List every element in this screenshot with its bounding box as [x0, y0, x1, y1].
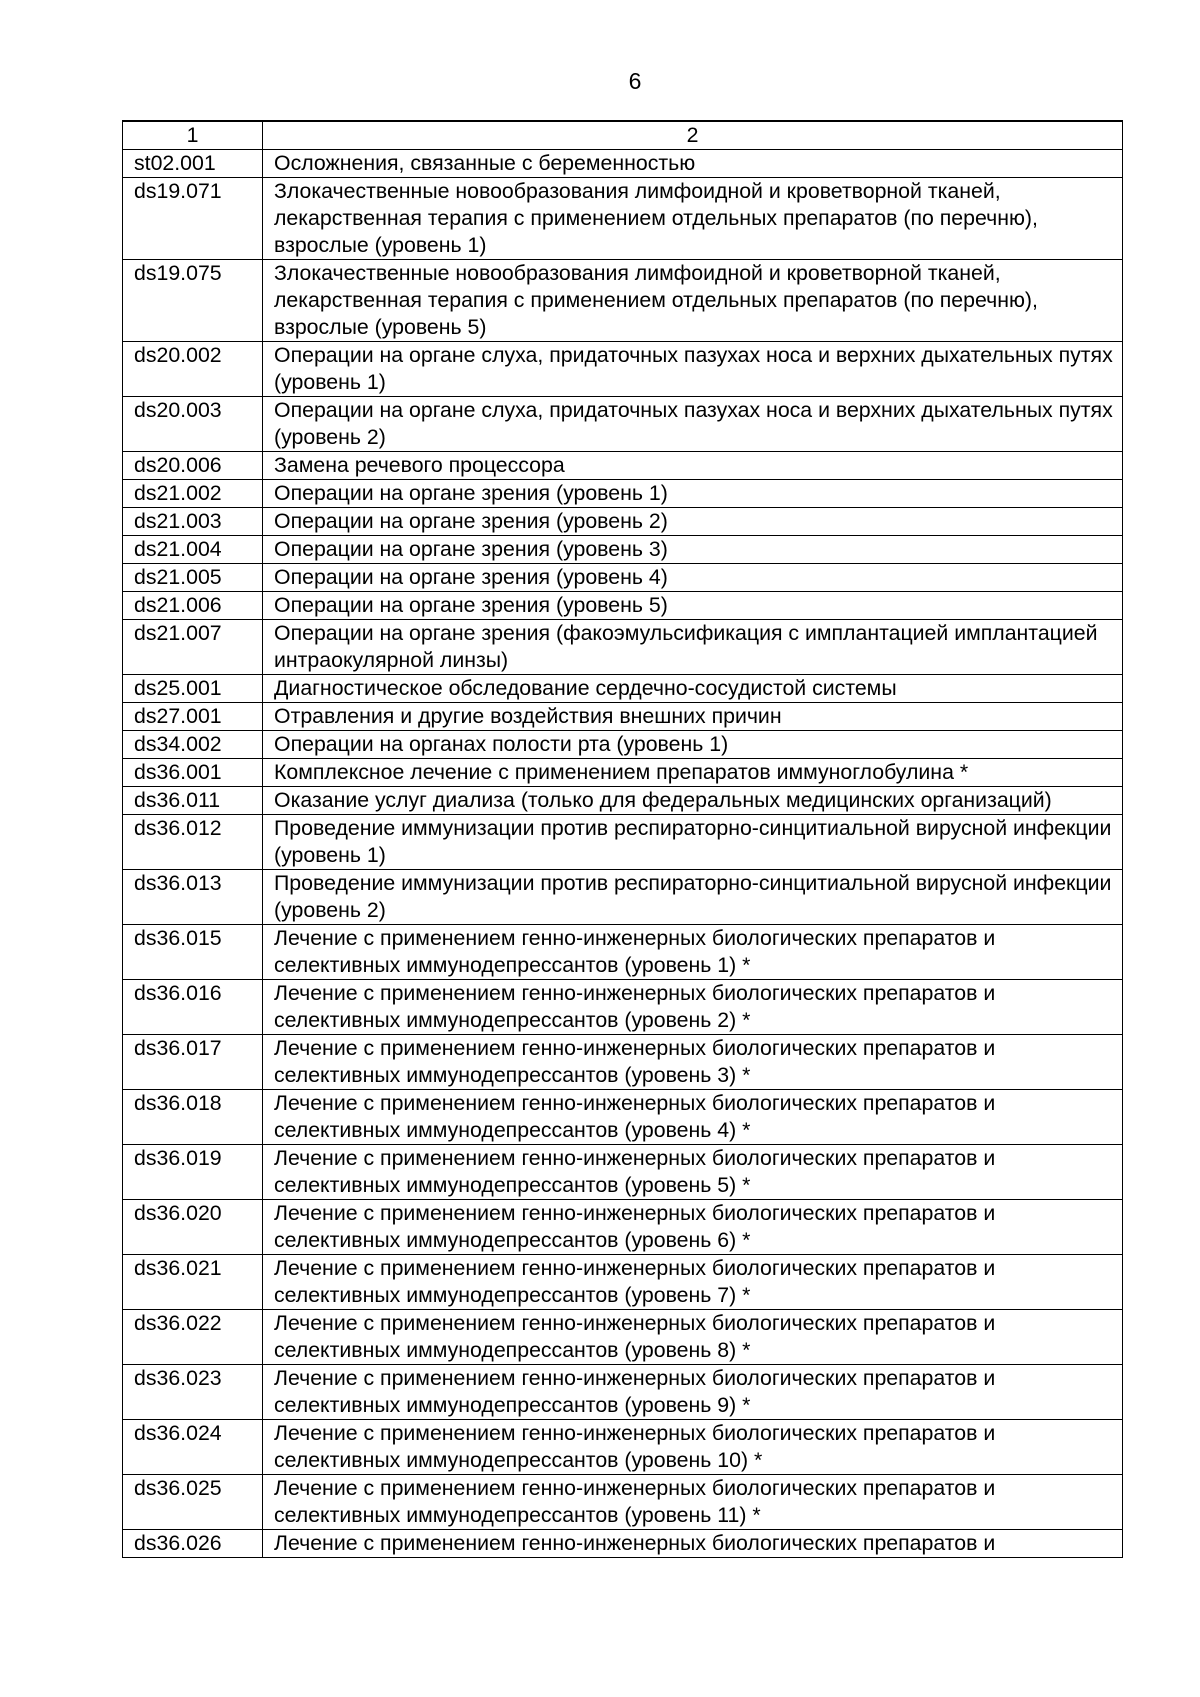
code-cell: ds36.026: [123, 1530, 263, 1558]
code-cell: ds36.025: [123, 1475, 263, 1530]
name-cell: Операции на органе слуха, придаточных пазухах носа и верхних дыхательных путях (уровень 2): [263, 397, 1123, 452]
header-row: [123, 121, 1123, 150]
kpg-table: [122, 120, 1123, 1558]
code-cell: ds36.011: [123, 787, 263, 815]
name-cell: Операции на органе зрения (уровень 4): [263, 564, 1123, 592]
table-row: [123, 1365, 1123, 1420]
name-cell: Операции на органе зрения (факоэмульсификация с имплантацией имплантацией интраокулярной линзы): [263, 620, 1123, 675]
code-cell: ds36.013: [123, 870, 263, 925]
name-cell: Операции на органе зрения (уровень 5): [263, 592, 1123, 620]
name-cell: Лечение с применением генно-инженерных биологических препаратов и селективных иммунодепрессантов (уровень 7) *: [263, 1255, 1123, 1310]
code-cell: ds36.020: [123, 1200, 263, 1255]
name-cell: Проведение иммунизации против респираторно-синцитиальной вирусной инфекции (уровень 2): [263, 870, 1123, 925]
table-row: [123, 1035, 1123, 1090]
code-cell: ds36.022: [123, 1310, 263, 1365]
table-row: [123, 1420, 1123, 1475]
code-cell: ds21.002: [123, 480, 263, 508]
name-cell: Диагностическое обследование сердечно-сосудистой системы: [263, 675, 1123, 703]
name-cell: Лечение с применением генно-инженерных биологических препаратов и селективных иммунодепрессантов (уровень 10) *: [263, 1420, 1123, 1475]
code-cell: ds36.015: [123, 925, 263, 980]
code-cell: ds36.018: [123, 1090, 263, 1145]
code-cell: ds36.023: [123, 1365, 263, 1420]
table-row: [123, 787, 1123, 815]
name-cell: Отравления и другие воздействия внешних причин: [263, 703, 1123, 731]
name-cell: Злокачественные новообразования лимфоидной и кроветворной тканей, лекарственная терапия с применением отдельных препаратов (по перечню), взрослые (уровень 5): [263, 260, 1123, 342]
name-cell: Операции на органе слуха, придаточных пазухах носа и верхних дыхательных путях (уровень 1): [263, 342, 1123, 397]
name-cell: Лечение с применением генно-инженерных биологических препаратов и селективных иммунодепрессантов (уровень 8) *: [263, 1310, 1123, 1365]
table-row: [123, 1475, 1123, 1530]
name-cell: Лечение с применением генно-инженерных биологических препаратов и селективных иммунодепрессантов (уровень 3) *: [263, 1035, 1123, 1090]
name-cell: Операции на органе зрения (уровень 2): [263, 508, 1123, 536]
code-cell: ds36.017: [123, 1035, 263, 1090]
table-row: [123, 870, 1123, 925]
code-cell: st02.001: [123, 150, 263, 178]
name-cell: Лечение с применением генно-инженерных биологических препаратов и селективных иммунодепрессантов (уровень 1) *: [263, 925, 1123, 980]
code-cell: ds34.002: [123, 731, 263, 759]
name-cell: Операции на органе зрения (уровень 1): [263, 480, 1123, 508]
code-cell: ds19.075: [123, 260, 263, 342]
table-row: [123, 1255, 1123, 1310]
code-cell: ds36.021: [123, 1255, 263, 1310]
code-cell: ds20.006: [123, 452, 263, 480]
table-row: [123, 1145, 1123, 1200]
table-row: [123, 452, 1123, 480]
code-cell: ds27.001: [123, 703, 263, 731]
name-cell: Лечение с применением генно-инженерных биологических препаратов и селективных иммунодепрессантов (уровень 11) *: [263, 1475, 1123, 1530]
table-row: [123, 731, 1123, 759]
table-row: [123, 508, 1123, 536]
table-row: [123, 1310, 1123, 1365]
code-cell: ds36.019: [123, 1145, 263, 1200]
table-row: [123, 675, 1123, 703]
name-cell: Проведение иммунизации против респираторно-синцитиальной вирусной инфекции (уровень 1): [263, 815, 1123, 870]
page-number: 6: [628, 68, 642, 94]
table-header: [123, 121, 1123, 150]
name-cell: Лечение с применением генно-инженерных биологических препаратов и селективных иммунодепрессантов (уровень 6) *: [263, 1200, 1123, 1255]
code-cell: ds36.024: [123, 1420, 263, 1475]
table-row: [123, 536, 1123, 564]
name-cell: Замена речевого процессора: [263, 452, 1123, 480]
table-row: [123, 342, 1123, 397]
code-cell: ds36.001: [123, 759, 263, 787]
name-cell: Лечение с применением генно-инженерных биологических препаратов и селективных иммунодепрессантов (уровень 5) *: [263, 1145, 1123, 1200]
code-cell: ds36.012: [123, 815, 263, 870]
code-cell: ds25.001: [123, 675, 263, 703]
table-row: [123, 592, 1123, 620]
table-row: [123, 1200, 1123, 1255]
code-cell: ds36.016: [123, 980, 263, 1035]
table-row: [123, 150, 1123, 178]
table-row: [123, 620, 1123, 675]
code-cell: ds19.071: [123, 178, 263, 260]
name-cell: Лечение с применением генно-инженерных биологических препаратов и: [263, 1530, 1123, 1558]
header-column-1: 1: [123, 121, 263, 150]
table-row: [123, 1530, 1123, 1558]
table-row: [123, 703, 1123, 731]
code-cell: ds20.003: [123, 397, 263, 452]
name-cell: Лечение с применением генно-инженерных биологических препаратов и селективных иммунодепрессантов (уровень 2) *: [263, 980, 1123, 1035]
code-cell: ds21.007: [123, 620, 263, 675]
name-cell: Операции на органе зрения (уровень 3): [263, 536, 1123, 564]
name-cell: Оказание услуг диализа (только для федеральных медицинских организаций): [263, 787, 1123, 815]
name-cell: Злокачественные новообразования лимфоидной и кроветворной тканей, лекарственная терапия с применением отдельных препаратов (по перечню), взрослые (уровень 1): [263, 178, 1123, 260]
table-row: [123, 1090, 1123, 1145]
name-cell: Комплексное лечение с применением препаратов иммуноглобулина *: [263, 759, 1123, 787]
table-row: [123, 178, 1123, 260]
name-cell: Лечение с применением генно-инженерных биологических препаратов и селективных иммунодепрессантов (уровень 4) *: [263, 1090, 1123, 1145]
code-cell: ds21.006: [123, 592, 263, 620]
code-cell: ds20.002: [123, 342, 263, 397]
table-row: [123, 815, 1123, 870]
table-body: [123, 150, 1123, 1558]
code-cell: ds21.005: [123, 564, 263, 592]
name-cell: Осложнения, связанные с беременностью: [263, 150, 1123, 178]
table-row: [123, 564, 1123, 592]
table-row: [123, 980, 1123, 1035]
code-cell: ds21.003: [123, 508, 263, 536]
code-cell: ds21.004: [123, 536, 263, 564]
table-row: [123, 480, 1123, 508]
table-row: [123, 759, 1123, 787]
table-row: [123, 925, 1123, 980]
name-cell: Операции на органах полости рта (уровень 1): [263, 731, 1123, 759]
name-cell: Лечение с применением генно-инженерных биологических препаратов и селективных иммунодепрессантов (уровень 9) *: [263, 1365, 1123, 1420]
table-row: [123, 397, 1123, 452]
table-row: [123, 260, 1123, 342]
header-column-2: 2: [263, 121, 1123, 150]
